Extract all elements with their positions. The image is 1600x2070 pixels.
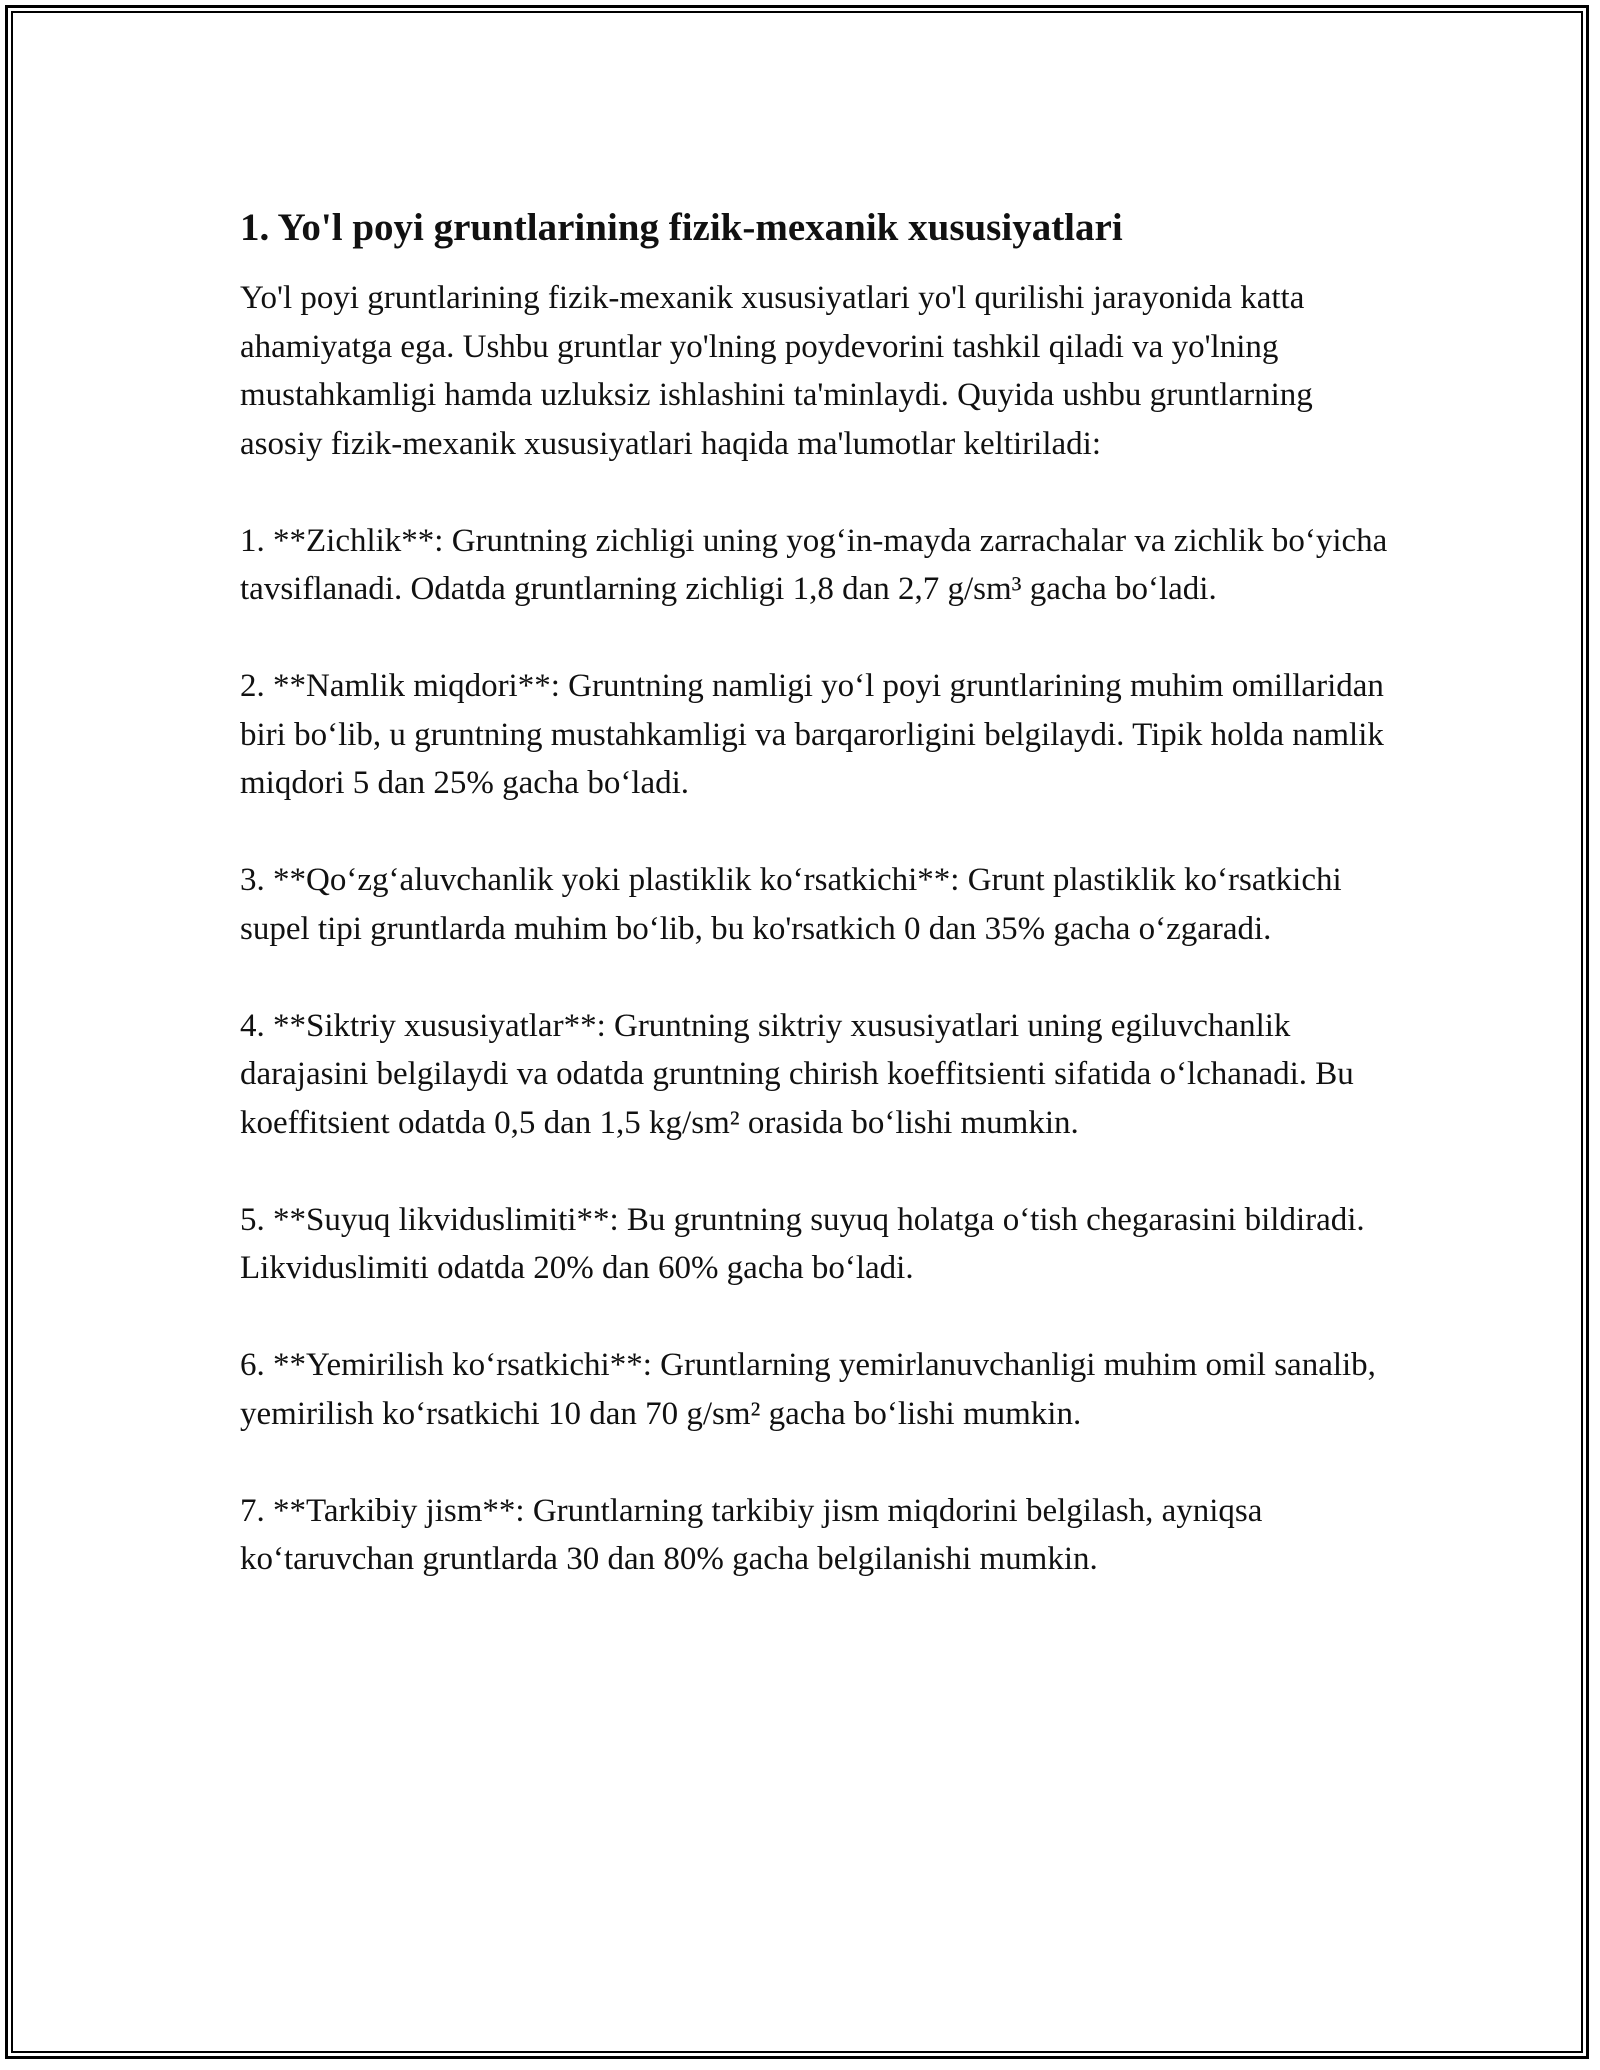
list-item-erosion: 6. **Yemirilish ko‘rsatkichi**: Gruntlarning yemirlanuvchanligi muhim omil sanalib, yemirilish ko‘rsatkichi 10 dan 70 g/sm² gacha bo‘lishi mumkin. <box>240 1347 1376 1432</box>
list-item-liquid-limit: 5. **Suyuq likviduslimiti**: Bu gruntning suyuq holatga o‘tish chegarasini bildiradi. Likviduslimiti odatda 20% dan 60% gacha bo‘ladi. <box>240 1201 1365 1286</box>
list-item-density: 1. **Zichlik**: Gruntning zichligi uning yog‘in-mayda zarrachalar va zichlik bo‘yicha tavsiflanadi. Odatda gruntlarning zichligi 1,8 dan 2,7 g/sm³ gacha bo‘ladi. <box>240 522 1388 607</box>
list-item-composition: 7. **Tarkibiy jism**: Gruntlarning tarkibiy jism miqdorini belgilash, ayniqsa ko‘taruvchan gruntlarda 30 dan 80% gacha belgilanishi mumkin. <box>240 1492 1263 1577</box>
list-item-siktriy: 4. **Siktriy xususiyatlar**: Gruntning siktriy xususiyatlari uning egiluvchanlik darajasini belgilaydi va odatda gruntning chirish koeffitsienti sifatida o‘lchanadi. Bu koeffitsient odatda 0,5 dan 1,5 kg/sm² orasida bo‘lishi mumkin. <box>240 1007 1354 1141</box>
list-item-moisture: 2. **Namlik miqdori**: Gruntning namligi yo‘l poyi gruntlarining muhim omillaridan biri bo‘lib, u gruntning mustahkamligi va barqarorligini belgilaydi. Tipik holda namlik miqdori 5 dan 25% gacha bo‘ladi. <box>240 668 1384 801</box>
page-title: 1. Yo'l poyi gruntlarining fizik-mexanik xususiyatlari <box>240 206 1123 249</box>
page-border <box>5 5 1589 2059</box>
intro-paragraph: Yo'l poyi gruntlarining fizik-mexanik xususiyatlari yo'l qurilishi jarayonida katta ahamiyatga ega. Ushbu gruntlar yo'lning poydevorini tashkil qiladi va yo'lning mustahkamligi hamda uzluksiz ishlashini ta'minlaydi. Quyida ushbu gruntlarning asosiy fizik-mexanik xususiyatlari haqida ma'lumotlar keltiriladi: <box>240 280 1313 462</box>
list-item-plasticity: 3. **Qo‘zg‘aluvchanlik yoki plastiklik ko‘rsatkichi**: Grunt plastiklik ko‘rsatkichi supel tipi gruntlarda muhim bo‘lib, bu ko'rsatkich 0 dan 35% gacha o‘zgaradi. <box>240 862 1342 947</box>
page-border-inner <box>11 11 1583 2053</box>
document-body <box>240 196 1400 1632</box>
